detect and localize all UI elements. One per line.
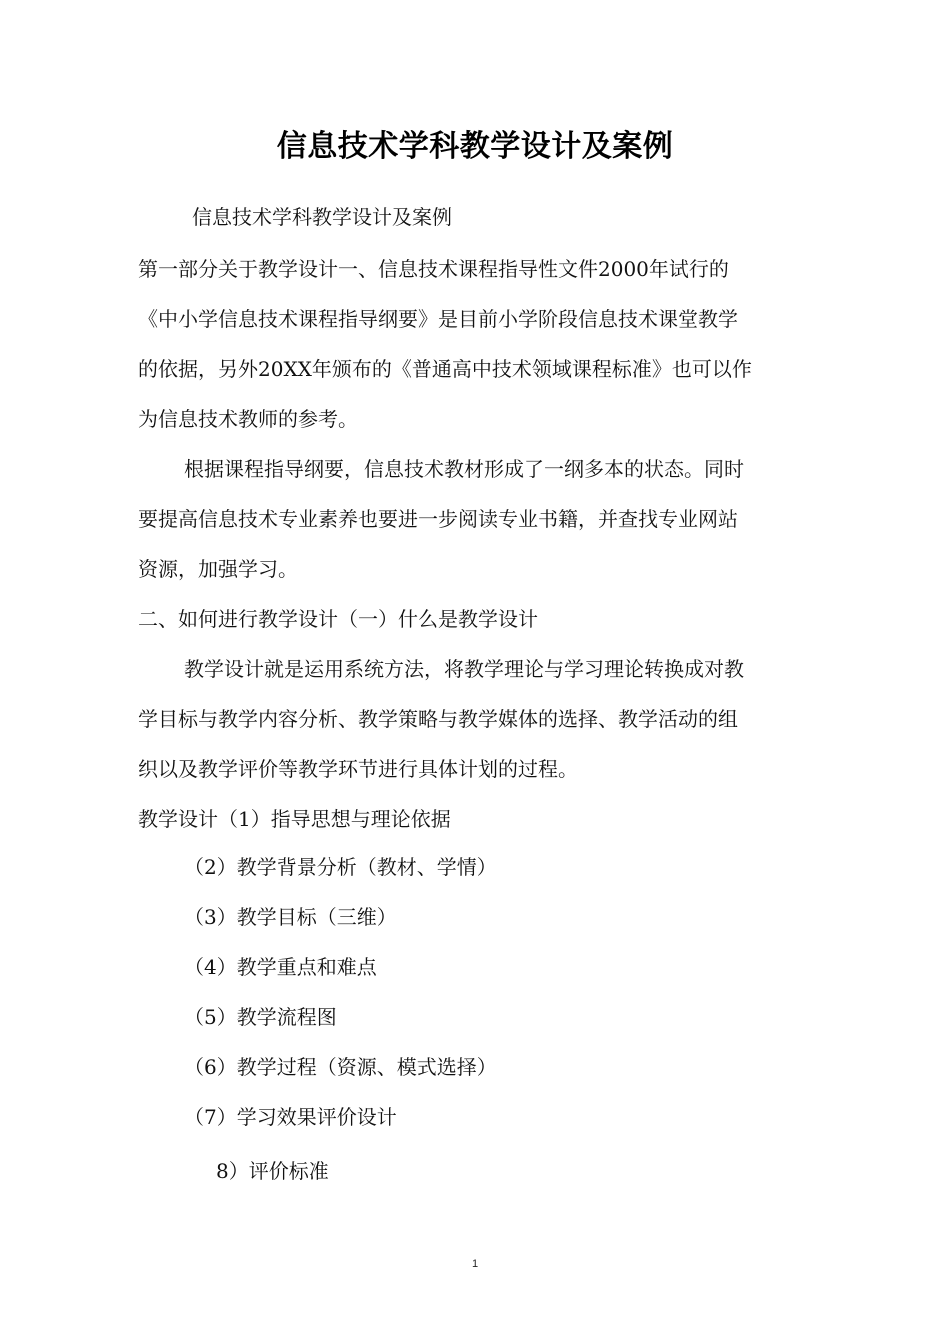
paragraph-line: 为信息技术教师的参考。 (138, 407, 358, 431)
paragraph-line: 织以及教学评价等教学环节进行具体计划的过程。 (138, 757, 578, 781)
list-heading-line: 教学设计（1）指导思想与理论依据 (138, 807, 451, 831)
paragraph-line: 教学设计就是运用系统方法，将教学理论与学习理论转换成对教 (184, 657, 744, 681)
paragraph-line: 的依据，另外20XX年颁布的《普通高中技术领域课程标准》也可以作 (138, 357, 752, 381)
paragraph-line: 《中小学信息技术课程指导纲要》是目前小学阶段信息技术课堂教学 (138, 307, 738, 331)
section-heading-line: 二、如何进行教学设计（一）什么是教学设计 (138, 607, 538, 631)
list-item: （3）教学目标（三维） (184, 905, 397, 929)
paragraph-line: 学目标与教学内容分析、教学策略与教学媒体的选择、教学活动的组 (138, 707, 738, 731)
list-item: （6）教学过程（资源、模式选择） (184, 1055, 497, 1079)
paragraph-line: 根据课程指导纲要，信息技术教材形成了一纲多本的状态。同时 (184, 457, 744, 481)
list-item: （4）教学重点和难点 (184, 955, 377, 979)
list-item: （5）教学流程图 (184, 1005, 337, 1029)
page-number: 1 (471, 1258, 479, 1270)
list-item: 8）评价标准 (216, 1159, 329, 1183)
paragraph-line: 要提高信息技术专业素养也要进一步阅读专业书籍，并查找专业网站 (138, 507, 738, 531)
list-item: （2）教学背景分析（教材、学情） (184, 855, 497, 879)
list-item: （7）学习效果评价设计 (184, 1105, 397, 1129)
paragraph-line: 信息技术学科教学设计及案例 (192, 205, 452, 229)
paragraph-line: 第一部分关于教学设计一、信息技术课程指导性文件2000年试行的 (138, 257, 729, 281)
document-title: 信息技术学科教学设计及案例 (276, 129, 674, 164)
paragraph-line: 资源，加强学习。 (138, 557, 298, 581)
